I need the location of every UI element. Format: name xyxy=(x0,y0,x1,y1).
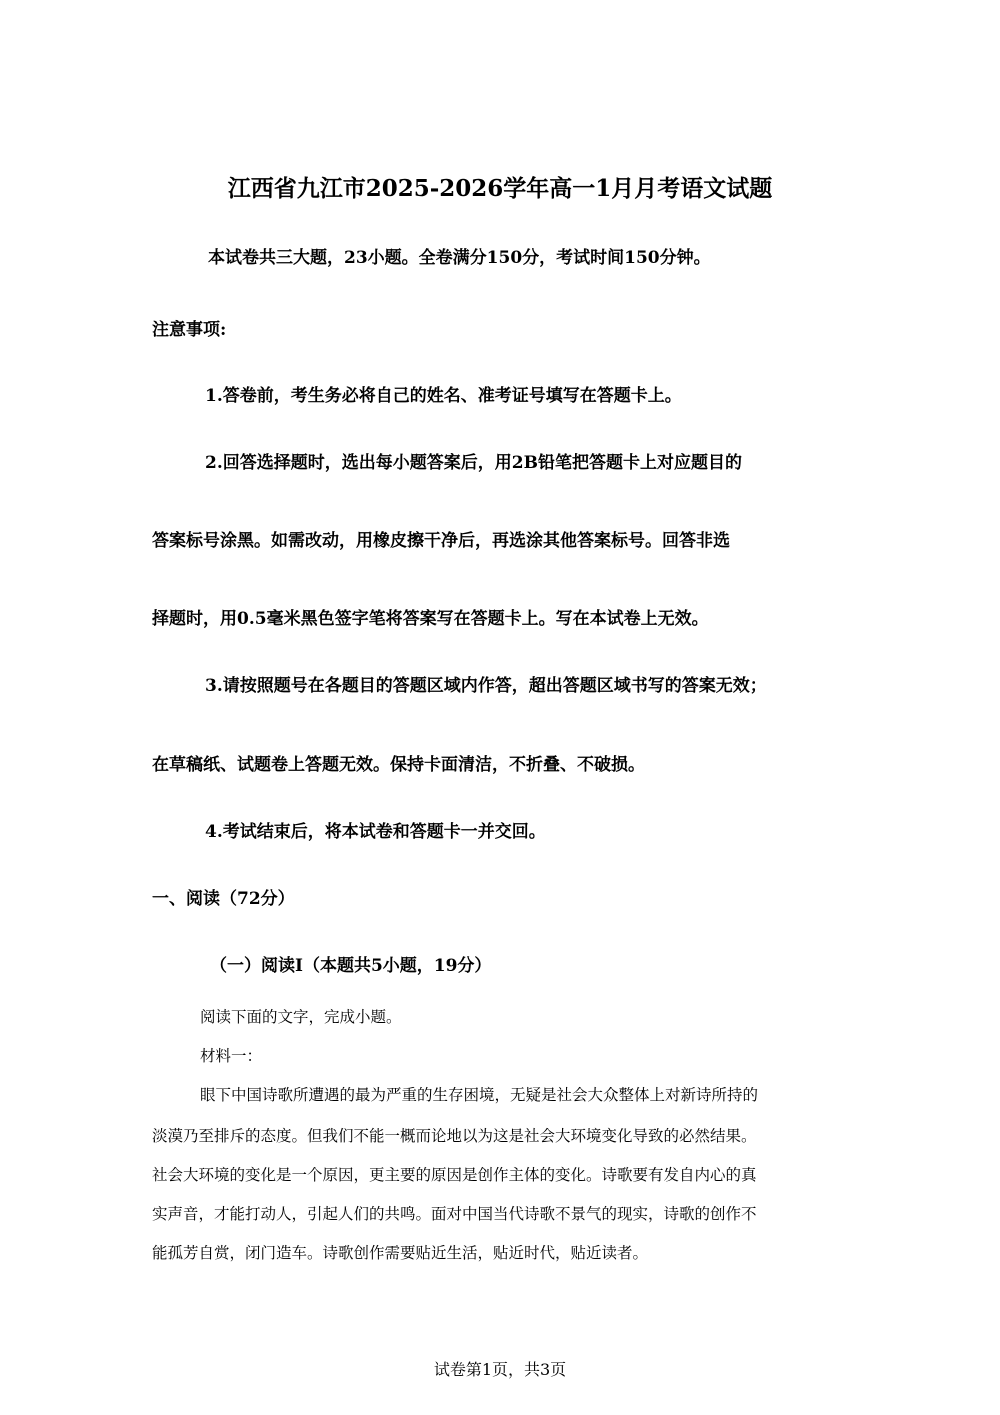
notice-line: 2.回答选择题时，选出每小题答案后，用2B铅笔把答题卡上对应题目的 xyxy=(205,453,742,473)
instruction-text: 阅读下面的文字，完成小题。 xyxy=(200,1008,402,1026)
passage-line: 眼下中国诗歌所遭遇的最为严重的生存困境，无疑是社会大众整体上对新诗所持的 xyxy=(200,1086,759,1104)
page-footer: 试卷第1页，共3页 xyxy=(433,1360,567,1379)
passage-line: 能孤芳自赏，闭门造车。诗歌创作需要贴近生活，贴近时代，贴近读者。 xyxy=(152,1244,649,1262)
passage-line: 实声音，才能打动人，引起人们的共鸣。面对中国当代诗歌不景气的现实，诗歌的创作不 xyxy=(152,1205,757,1223)
passage-line: 社会大环境的变化是一个原因，更主要的原因是创作主体的变化。诗歌要有发自内心的真 xyxy=(152,1166,757,1184)
notice-line: 3.请按照题号在各题目的答题区域内作答，超出答题区域书写的答案无效； xyxy=(205,676,767,696)
exam-summary: 本试卷共三大题，23小题。全卷满分150分，考试时间150分钟。 xyxy=(208,248,711,268)
notice-line: 答案标号涂黑。如需改动，用橡皮擦干净后，再选涂其他答案标号。回答非选 xyxy=(152,531,730,551)
material-label: 材料一： xyxy=(200,1047,263,1065)
notice-line: 择题时，用0.5毫米黑色签字笔将答案写在答题卡上。写在本试卷上无效。 xyxy=(152,609,709,629)
notice-heading: 注意事项: xyxy=(152,320,227,340)
subsection-heading: （一）阅读I（本题共5小题，19分） xyxy=(210,956,492,976)
notice-line: 4.考试结束后，将本试卷和答题卡一并交回。 xyxy=(205,822,546,842)
page-title: 江西省九江市2025-2026学年高一1月月考语文试题 xyxy=(227,175,773,202)
passage-line: 淡漠乃至排斥的态度。但我们不能一概而论地以为这是社会大环境变化导致的必然结果。 xyxy=(152,1127,757,1145)
notice-line: 在草稿纸、试题卷上答题无效。保持卡面清洁，不折叠、不破损。 xyxy=(152,755,645,775)
section-heading: 一、阅读（72分） xyxy=(152,889,295,909)
notice-line: 1.答卷前，考生务必将自己的姓名、准考证号填写在答题卡上。 xyxy=(205,386,682,406)
